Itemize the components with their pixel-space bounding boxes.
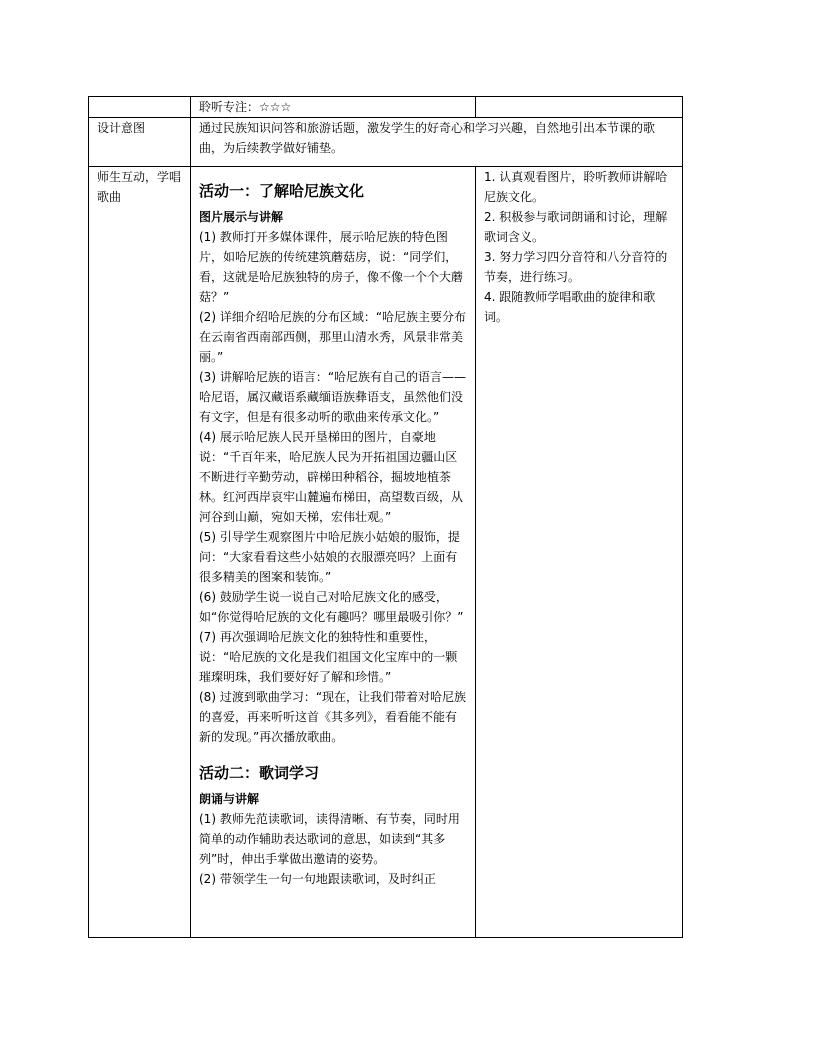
table-row (89, 97, 683, 118)
paragraph: (7) 再次强调哈尼族文化的独特性和重要性，说：“哈尼族的文化是我们祖国文化宝库中的一颗璀璨明珠，我们要好好了解和珍惜。” (199, 630, 458, 684)
table-row (89, 167, 683, 938)
design-intent-text: 通过民族知识问答和旅游话题，激发学生的好奇心和学习兴趣，自然地引出本节课的歌曲，为后续教学做好铺垫。 (191, 118, 683, 167)
paragraph: (4) 展示哈尼族人民开垦梯田的图片，自豪地说：“千百年来，哈尼族人民为开拓祖国边疆山区不断进行辛勤劳动，辟梯田种稻谷，掘坡地植茶林。红河西岸哀牢山麓遍布梯田，高望数百级，从河谷到山巅，宛如天梯，宏伟壮观。” (199, 430, 464, 524)
paragraph: (1) 教师先范读歌词，读得清晰、有节奏，同时用简单的动作辅助表达歌词的意思，如读到“其多列”时，伸出手掌做出邀请的姿势。 (199, 812, 460, 866)
activity-subtitle: 图片展示与讲解 (199, 210, 284, 224)
paragraph: (1) 教师打开多媒体课件，展示哈尼族的特色图片，如哈尼族的传统建筑蘑菇房，说：“同学们，看，这就是哈尼族独特的房子，像不像一个个大蘑菇？” (199, 230, 464, 304)
lesson-plan-table (88, 96, 683, 938)
paragraph: (2) 带领学生一句一句地跟读歌词，及时纠正 (199, 872, 436, 886)
row-label: 师生互动，学唱歌曲 (89, 167, 191, 938)
table-row (89, 118, 683, 167)
list-item: 4. 跟随教师学唱歌曲的旋律和歌词。 (484, 290, 656, 324)
list-item: 3. 努力学习四分音符和八分音符的节奏，进行练习。 (484, 250, 668, 284)
paragraph: (3) 讲解哈尼族的语言：“哈尼族有自己的语言——哈尼语，属汉藏语系藏缅语族彝语支，虽然他们没有文字，但是有很多动听的歌曲来传承文化。” (199, 370, 467, 424)
paragraph: (5) 引导学生观察图片中哈尼族小姑娘的服饰，提问：“大家看看这些小姑娘的衣服漂亮吗？上面有很多精美的图案和装饰。” (199, 530, 460, 584)
listening-focus-cell: 聆听专注：☆☆☆ (191, 97, 476, 118)
activity-subtitle: 朗诵与讲解 (199, 792, 260, 806)
list-item: 2. 积极参与歌词朗诵和讨论，理解歌词含义。 (484, 210, 668, 244)
side-cell (476, 97, 683, 118)
activity-title: 活动二：歌词学习 (199, 764, 320, 782)
teacher-activity-cell (191, 167, 476, 938)
activity-title: 活动一：了解哈尼族文化 (199, 182, 365, 200)
row-label: 设计意图 (89, 118, 191, 167)
paragraph: (2) 详细介绍哈尼族的分布区域：“哈尼族主要分布在云南省西南部西侧，那里山清水秀，风景非常美丽。” (199, 310, 467, 364)
paragraph: (6) 鼓励学生说一说自己对哈尼族文化的感受，如“你觉得哈尼族的文化有趣吗？哪里最吸引你？” (199, 590, 464, 624)
list-item: 1. 认真观看图片，聆听教师讲解哈尼族文化。 (484, 170, 668, 204)
row-label (89, 97, 191, 118)
paragraph: (8) 过渡到歌曲学习：“现在，让我们带着对哈尼族的喜爱，再来听听这首《其多列》，看看能不能有新的发现。”再次播放歌曲。 (199, 690, 467, 744)
student-activity-cell (476, 167, 683, 938)
